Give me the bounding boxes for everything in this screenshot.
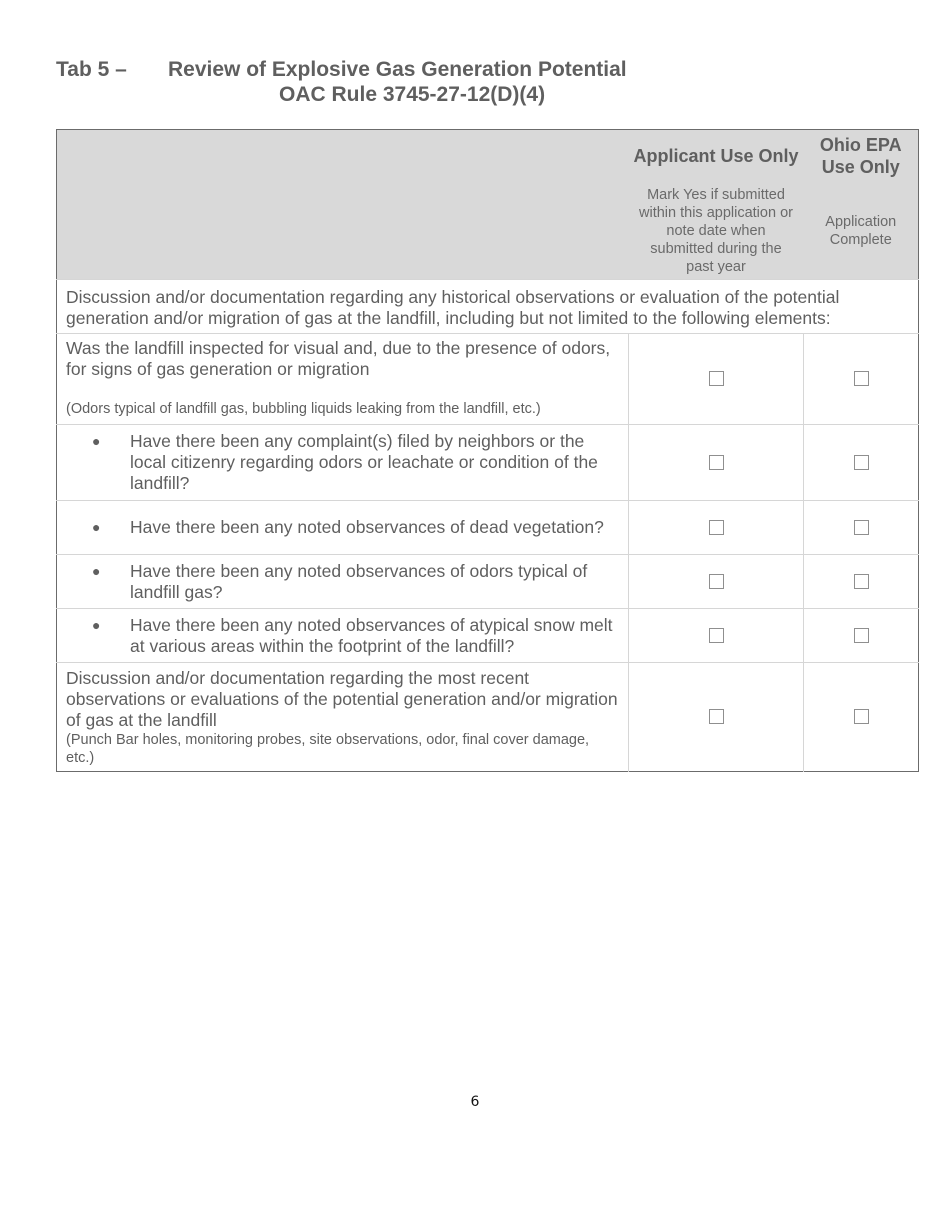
page-number: 6: [470, 1094, 480, 1110]
table-row: [57, 663, 919, 772]
epa-checkbox-cell: [804, 501, 919, 555]
table-row: [57, 555, 919, 609]
epa-checkbox[interactable]: [854, 628, 869, 643]
applicant-use-instructions: Mark Yes if submitted within this application or note date when submitted during the past year: [629, 183, 804, 280]
row-question: [57, 663, 629, 772]
header-row: [57, 130, 919, 183]
applicant-checkbox[interactable]: [709, 371, 724, 386]
header-blank-cell: [57, 130, 629, 183]
page-header: [56, 57, 916, 107]
row-text: Was the landfill inspected for visual and, due to the presence of odors, for signs of gas generation or migration: [66, 338, 611, 379]
applicant-checkbox-cell: [629, 555, 804, 609]
row-question: [57, 501, 629, 555]
epa-checkbox-cell: [804, 425, 919, 501]
applicant-use-header: Applicant Use Only: [629, 130, 804, 183]
row-question: [57, 609, 629, 663]
applicant-checkbox-cell: [629, 663, 804, 772]
row-question: [57, 425, 629, 501]
subheader-blank-cell: [57, 183, 629, 280]
applicant-checkbox-cell: [629, 425, 804, 501]
applicant-checkbox[interactable]: [709, 455, 724, 470]
bullet-icon: ●: [92, 562, 101, 579]
tab-label: Tab 5 –: [56, 58, 127, 81]
row-note: (Punch Bar holes, monitoring probes, site observations, odor, final cover damage, etc.): [66, 731, 590, 766]
row-text: Have there been any noted observances of odors typical of landfill gas?: [130, 560, 588, 602]
epa-checkbox[interactable]: [854, 574, 869, 589]
table-row: [57, 334, 919, 425]
row-text: Have there been any complaint(s) filed by neighbors or the local citizenry regarding odors or leachate or condition of the landfill?: [130, 431, 598, 493]
bullet-icon: ●: [92, 616, 101, 633]
rule-reference: OAC Rule 3745-27-12(D)(4): [279, 83, 546, 106]
bullet-icon: ●: [92, 519, 101, 535]
epa-checkbox-cell: [804, 334, 919, 425]
applicant-checkbox[interactable]: [709, 574, 724, 589]
applicant-checkbox-cell: [629, 334, 804, 425]
applicant-checkbox[interactable]: [709, 520, 724, 535]
row-text: Have there been any noted observances of atypical snow melt at various areas within the footprint of the landfill?: [130, 614, 613, 656]
row-text: Have there been any noted observances of dead vegetation?: [130, 517, 604, 537]
epa-use-header: Ohio EPA Use Only: [804, 130, 919, 183]
epa-checkbox[interactable]: [854, 371, 869, 386]
table-row: [57, 609, 919, 663]
page-title: Review of Explosive Gas Generation Potential: [168, 58, 627, 81]
checklist-table: [56, 129, 919, 772]
subheader-row: [57, 183, 919, 280]
applicant-checkbox[interactable]: [709, 628, 724, 643]
epa-checkbox-cell: [804, 555, 919, 609]
epa-checkbox-cell: [804, 663, 919, 772]
applicant-checkbox-cell: [629, 501, 804, 555]
epa-checkbox[interactable]: [854, 455, 869, 470]
applicant-checkbox[interactable]: [709, 709, 724, 724]
table-row: [57, 425, 919, 501]
intro-text: Discussion and/or documentation regarding any historical observations or evaluation of the potential generation and/or migration of gas at the landfill, including but not limited to the following elements:: [57, 280, 919, 334]
row-question: [57, 334, 629, 425]
intro-row: [57, 280, 919, 334]
applicant-checkbox-cell: [629, 609, 804, 663]
bullet-icon: ●: [92, 433, 101, 449]
row-question: [57, 555, 629, 609]
epa-checkbox[interactable]: [854, 520, 869, 535]
epa-use-instructions: Application Complete: [804, 183, 919, 280]
table-row: [57, 501, 919, 555]
row-note: (Odors typical of landfill gas, bubbling liquids leaking from the landfill, etc.): [66, 401, 541, 417]
epa-checkbox-cell: [804, 609, 919, 663]
epa-checkbox[interactable]: [854, 709, 869, 724]
title-line: [56, 57, 916, 82]
row-text: Discussion and/or documentation regarding the most recent observations or evaluations of the potential generation and/or migration of gas at the landfill: [66, 667, 618, 730]
